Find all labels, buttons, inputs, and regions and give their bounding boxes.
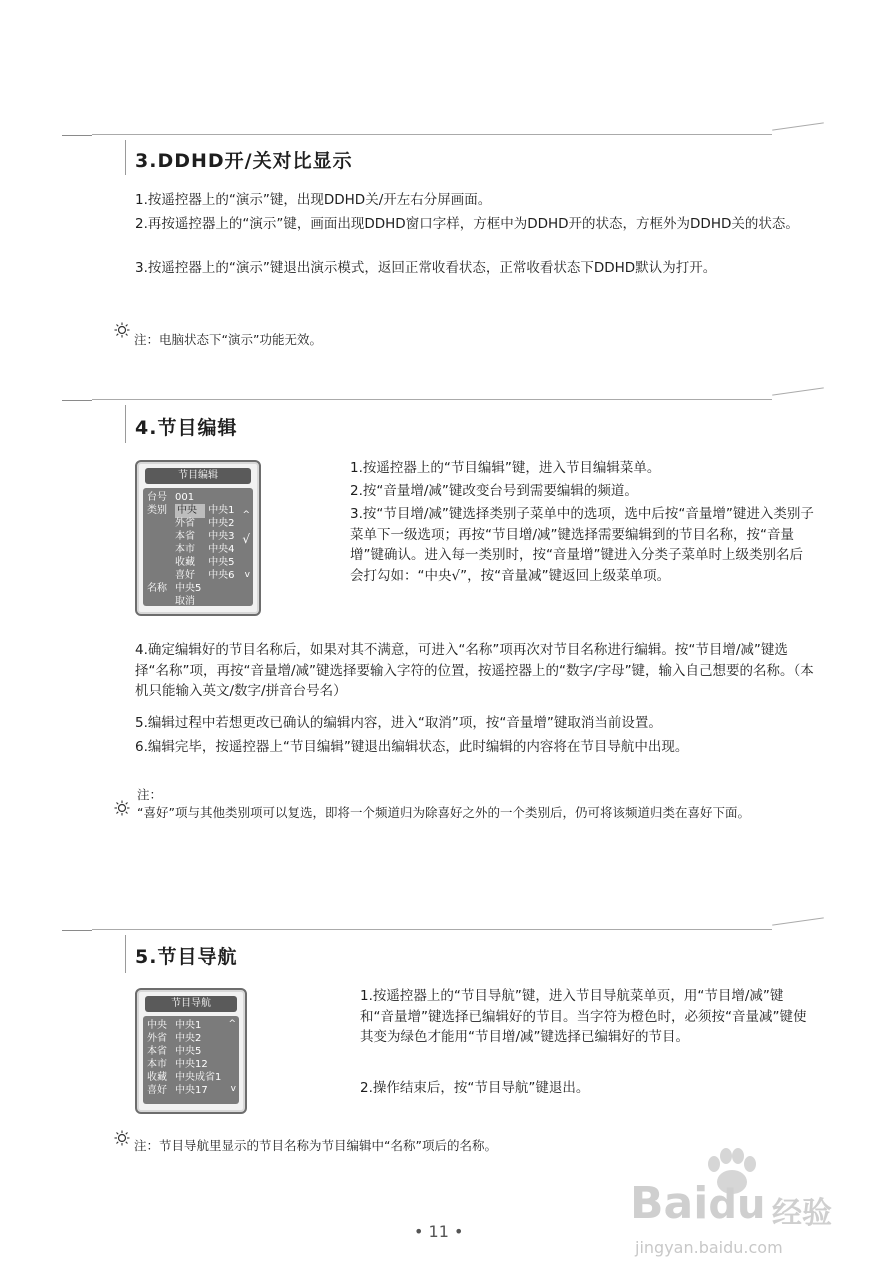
menu-row[interactable]: 喜好 中央6 (175, 570, 235, 581)
menu-row[interactable]: 本省 中央3 (175, 531, 235, 542)
note-label: 注： (137, 787, 163, 802)
menu-header: 节目导航 (145, 996, 237, 1012)
paragraph: 3.按遥控器上的“演示”键退出演示模式，返回正常收看状态，正常收看状态下DDHD默认为打开。 (135, 260, 717, 276)
paragraph: 5.编辑过程中若想更改已确认的编辑内容，进入“取消”项，按“音量增”键取消当前设置。 (135, 715, 662, 731)
paragraph: 4.确定编辑好的节目名称后，如果对其不满意，可进入“名称”项再次对节目名称进行编辑。按“节目增/减”键选择“名称”项，再按“音量增/减”键选择要输入字符的位置，按遥控器上的“数字/字母”键，输入自己想要的名称。（本机只能输入英文/数字/拼音台号名） (135, 642, 814, 699)
paragraph: 2.再按遥控器上的“演示”键，画面出现DDHD窗口字样，方框中为DDHD开的状态，方框外为DDHD关的状态。 (135, 216, 799, 232)
menu-body (143, 1016, 239, 1104)
lightbulb-icon (114, 322, 130, 338)
paragraph: 1.按遥控器上的“演示”键，出现DDHD关/开左右分屏画面。 (135, 192, 492, 208)
menu-body (143, 488, 253, 606)
scroll-down-icon[interactable]: v (244, 570, 250, 580)
menu-row[interactable]: 类别 中央 中央1 (147, 505, 235, 516)
paragraph: 1.按遥控器上的“节目编辑”键，进入节目编辑菜单。 (350, 460, 661, 476)
menu-row[interactable]: 外省 中央2 (147, 1033, 202, 1044)
menu-row[interactable]: 收藏 中央5 (175, 557, 235, 568)
section-title-program-edit: 4.节目编辑 (135, 417, 238, 439)
program-edit-menu (135, 460, 261, 616)
program-guide-menu (135, 988, 247, 1114)
scroll-up-icon[interactable]: ^ (242, 510, 250, 520)
section-title-ddhd: 3.DDHD开/关对比显示 (135, 150, 353, 172)
menu-row[interactable]: 喜好 中央17 (147, 1085, 208, 1096)
paw-mark: du (708, 1182, 766, 1228)
paragraph: 2.按“音量增/减”键改变台号到需要编辑的频道。 (350, 483, 638, 499)
menu-row[interactable]: 收藏 中央成省1 (147, 1072, 222, 1083)
section-title-program-guide: 5.节目导航 (135, 946, 238, 968)
menu-row[interactable]: 本市 中央12 (147, 1059, 208, 1070)
lightbulb-icon (114, 800, 130, 816)
paragraph: 3.按“节目增/减”键选择类别子菜单中的选项，选中后按“音量增”键进入类别子菜单下一级选项；再按“节目增/减”键选择需要编辑到的节目名称，按“音量增”键确认。进入每一类别时，按“音量增”键进入分类子菜单时上级类别名后会打勾如：“中央√”，按“音量减”键返回上级菜单项。 (350, 506, 814, 584)
paragraph: 2.操作结束后，按“节目导航”键退出。 (360, 1080, 590, 1096)
baidu-watermark: Baidu 经验 jingyan.baidu.com (630, 1148, 875, 1273)
menu-row[interactable]: 台号 001 (147, 492, 195, 503)
lightbulb-icon (114, 1130, 130, 1146)
menu-header: 节目编辑 (145, 468, 251, 484)
menu-row[interactable]: 中央 中央1 (147, 1020, 202, 1031)
menu-row[interactable]: 本省 中央5 (147, 1046, 202, 1057)
menu-row[interactable]: 本市 中央4 (175, 544, 235, 555)
menu-row[interactable]: 名称 中央5 (147, 583, 202, 594)
check-icon: √ (242, 532, 250, 546)
paragraph: 1.按遥控器上的“节目导航”键，进入节目导航菜单页，用“节目增/减”键和“音量增”键选择已编辑好的节目。当字符为橙色时，必须按“音量减”键使其变为绿色才能用“节目增/减”键选择已编辑好的节目。 (360, 988, 807, 1045)
page-number: • 11 • (414, 1222, 464, 1241)
note: “喜好”项与其他类别项可以复选，即将一个频道归为除喜好之外的一个类别后，仍可将该频道归类在喜好下面。 (137, 805, 750, 820)
scroll-down-icon[interactable]: v (230, 1084, 236, 1094)
paragraph: 6.编辑完毕，按遥控器上“节目编辑”键退出编辑状态，此时编辑的内容将在节目导航中出现。 (135, 739, 689, 755)
menu-row[interactable]: 外省 中央2 (175, 518, 235, 529)
note: 注：电脑状态下“演示”功能无效。 (134, 332, 322, 347)
scroll-up-icon[interactable]: ^ (228, 1019, 236, 1029)
menu-row[interactable]: 取消 (175, 596, 195, 607)
note: 注：节目导航里显示的节目名称为节目编辑中“名称”项后的名称。 (134, 1138, 497, 1153)
